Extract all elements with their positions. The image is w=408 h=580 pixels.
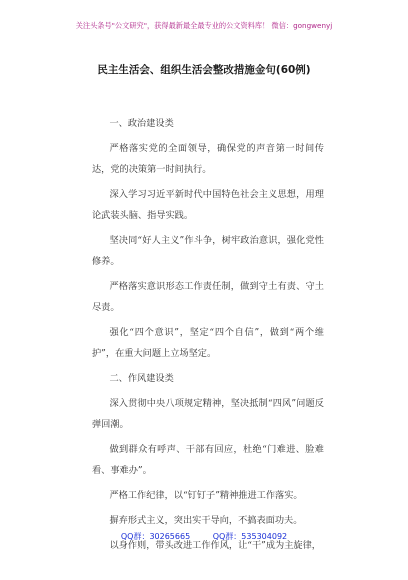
paragraph: 深入学习习近平新时代中国特色社会主义思想，用理论武装头脑、指导实践。 bbox=[92, 189, 324, 221]
section-heading-political: 一、政治建设类 bbox=[109, 118, 174, 129]
paragraph: 以身作则，带头改进工作作风，让“干”成为主旋律， bbox=[109, 540, 321, 551]
section-heading-style: 二、作风建设类 bbox=[109, 373, 174, 384]
document-title: 民主生活会、组织生活会整改措施金句(60例) bbox=[97, 64, 311, 76]
paragraph: 严格落实党的全面领导，确保党的声音第一时间传达，党的决策第一时间执行。 bbox=[92, 143, 324, 175]
paragraph: 摒弃形式主义，突出实干导向，不搞表面功夫。 bbox=[109, 515, 303, 526]
paragraph: 做到群众有呼声、干部有回应，杜绝“门难进、脸难看、事难办”。 bbox=[92, 444, 324, 476]
paragraph: 深入贯彻中央八项规定精神，坚决抵制“四风”问题反弹回潮。 bbox=[92, 398, 324, 430]
header-banner: 关注头条号"公文研究"，获得最新最全最专业的公文资料库！ 微信：gongwenyj bbox=[75, 21, 333, 30]
paragraph: 严格工作纪律，以“钉钉子”精神推进工作落实。 bbox=[109, 490, 303, 501]
document-body bbox=[92, 113, 324, 560]
paragraph: 强化“四个意识”，坚定“四个自信”，做到“两个维护”，在重大问题上立场坚定。 bbox=[92, 327, 324, 359]
paragraph: 坚决同“好人主义”作斗争，树牢政治意识，强化党性修养。 bbox=[92, 235, 324, 267]
footer bbox=[0, 531, 408, 542]
paragraph: 严格落实意识形态工作责任制，做到守土有责、守土尽责。 bbox=[92, 281, 324, 313]
footer-qq-group-1: QQ群：30265665 bbox=[120, 532, 191, 541]
footer-qq-group-2: QQ群：535304092 bbox=[212, 532, 288, 541]
